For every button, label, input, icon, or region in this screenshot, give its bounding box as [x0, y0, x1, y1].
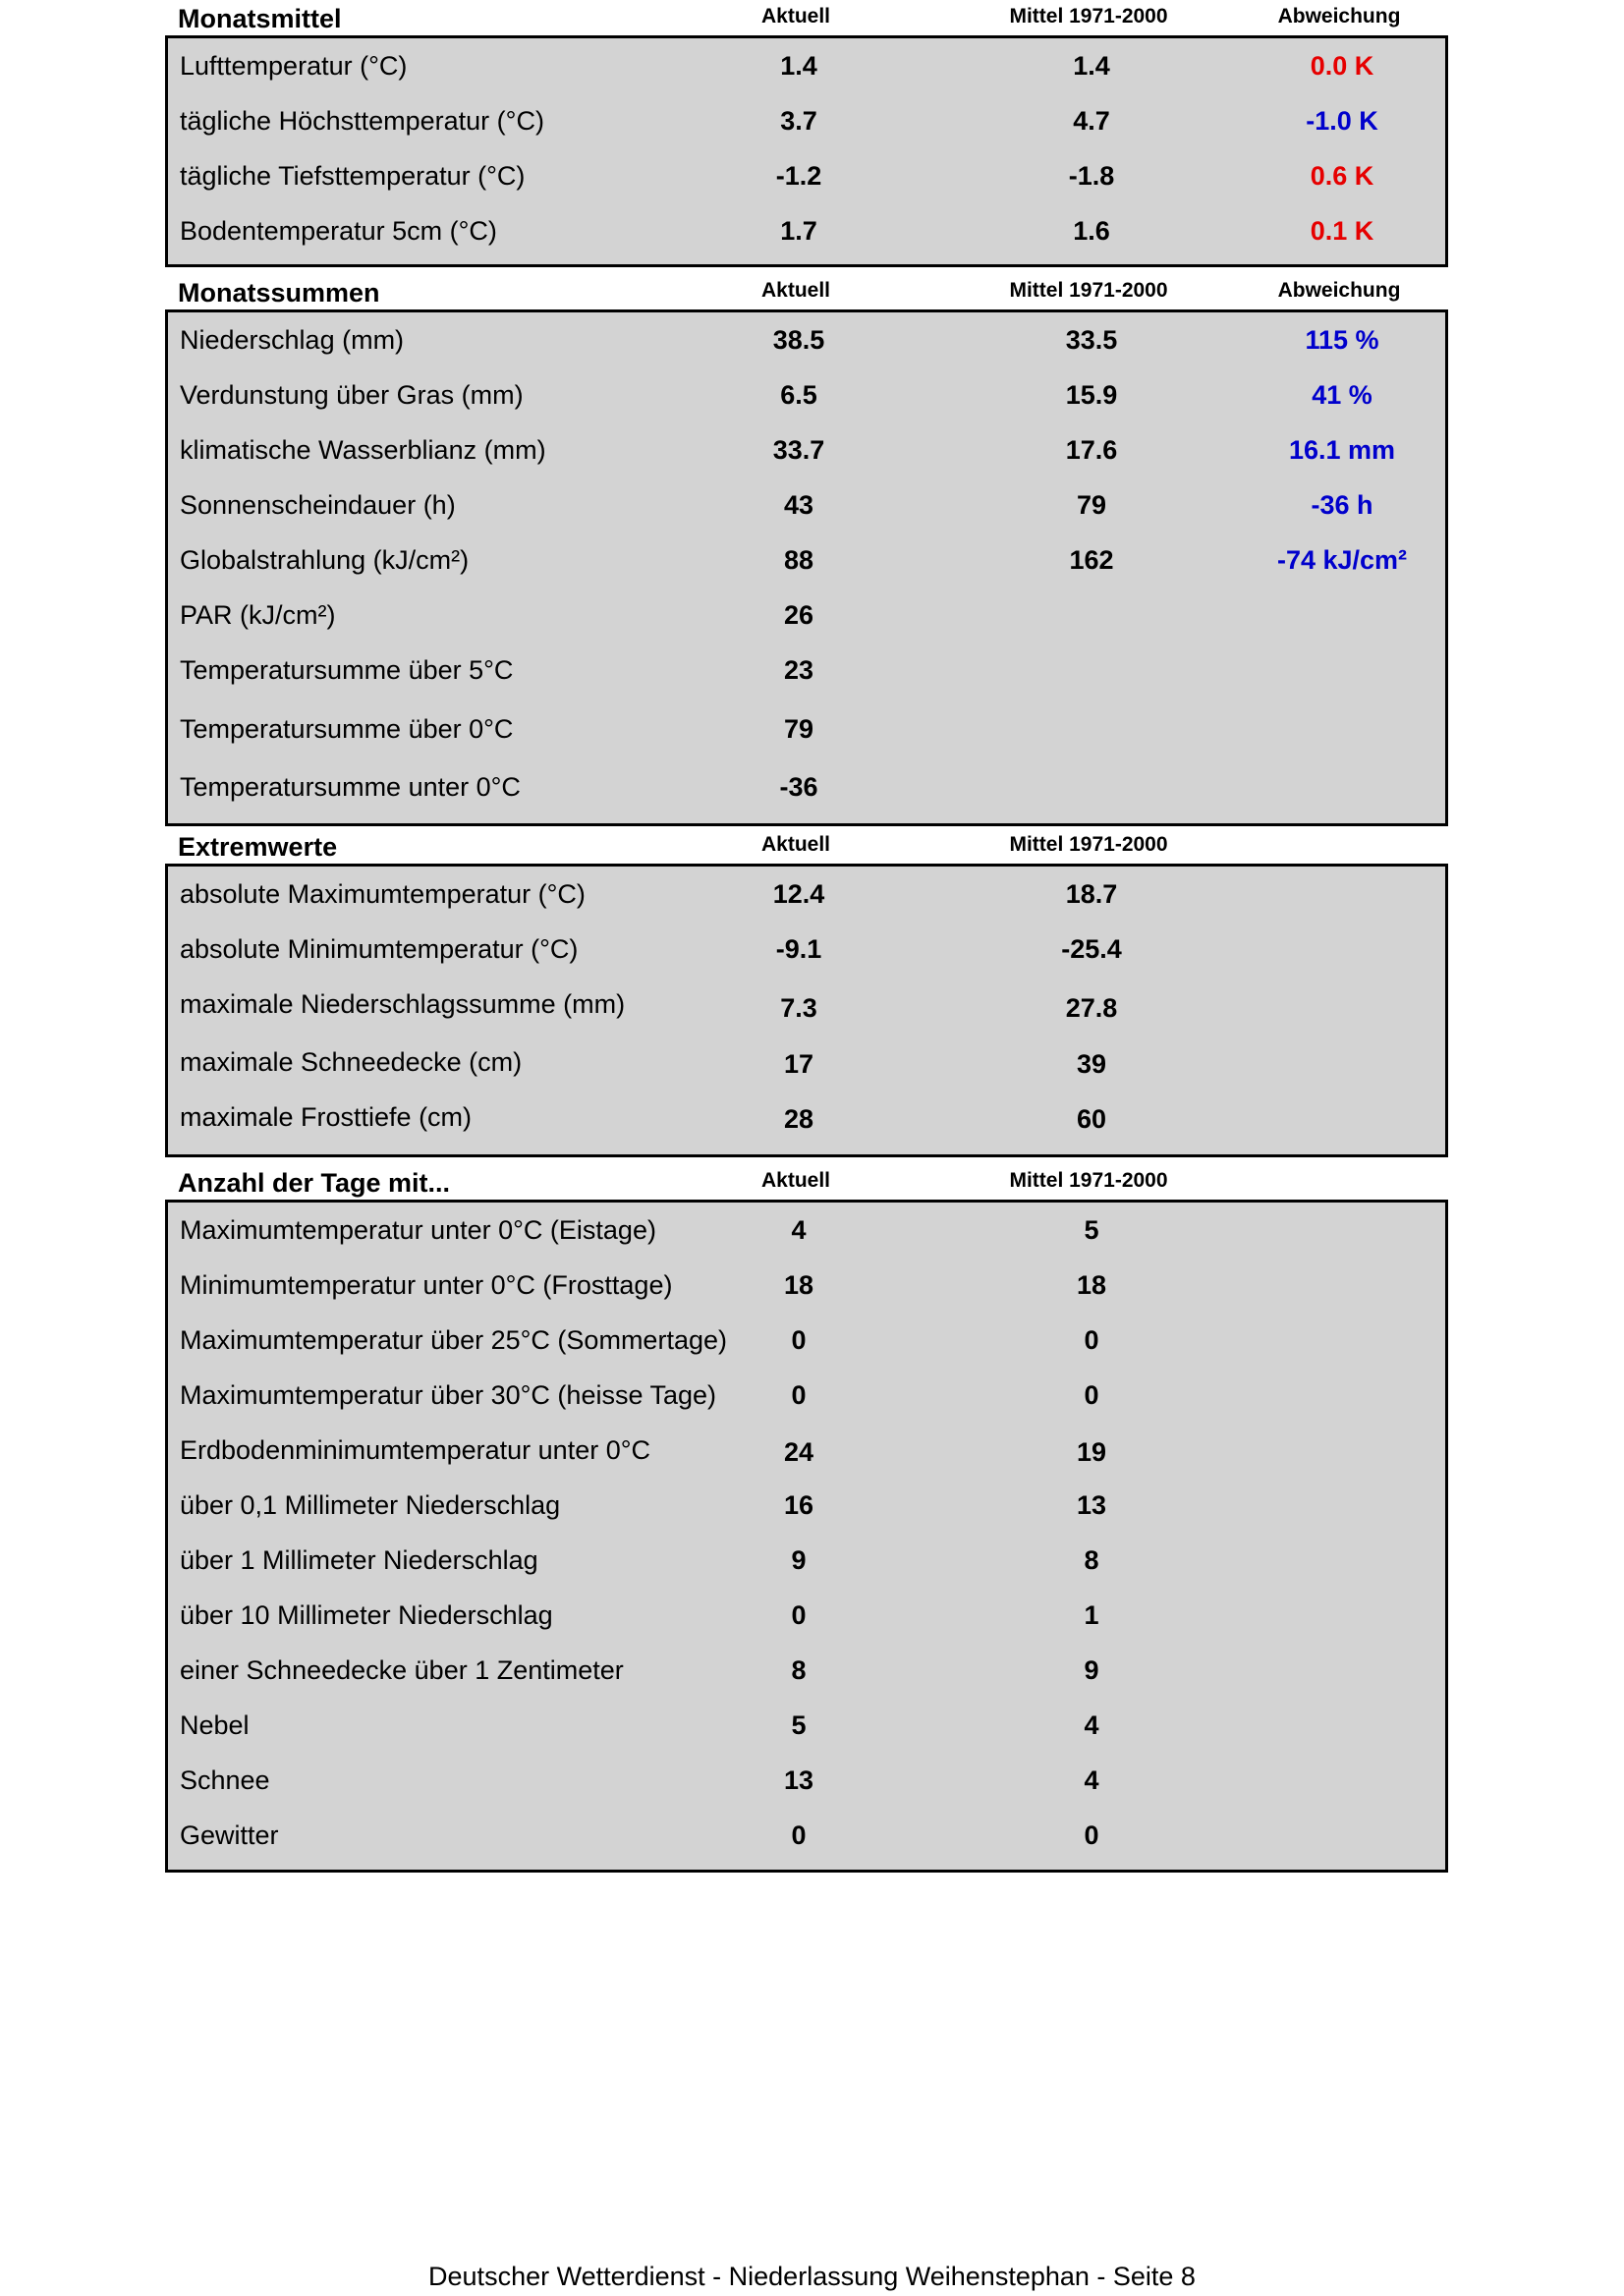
value-mittel: 17.6 — [1065, 435, 1118, 465]
row-label: maximale Schneedecke (cm) — [180, 1047, 523, 1077]
row-label: Maximumtemperatur unter 0°C (Eistage) — [180, 1215, 656, 1245]
value-aktuell: 13 — [783, 1765, 814, 1795]
value-abweichung: -36 h — [1311, 490, 1373, 520]
value-aktuell: 0 — [791, 1325, 807, 1355]
section-anzahl-tage — [165, 1164, 1448, 1873]
value-aktuell: 0 — [791, 1380, 807, 1410]
table-row — [168, 367, 1445, 422]
column-header-mittel: Mittel 1971-2000 — [1009, 833, 1168, 856]
value-mittel: -1.8 — [1068, 161, 1115, 191]
value-aktuell: 79 — [783, 714, 814, 744]
table-row — [168, 203, 1445, 258]
section-header — [165, 0, 1448, 38]
table-row — [168, 1588, 1445, 1643]
value-mittel: -25.4 — [1061, 934, 1122, 964]
value-aktuell: 23 — [783, 655, 814, 685]
value-abweichung: 0.6 K — [1310, 161, 1374, 191]
table-row — [168, 1698, 1445, 1753]
value-aktuell: 7.3 — [780, 993, 817, 1023]
value-abweichung: 0.1 K — [1310, 216, 1374, 246]
value-aktuell: 38.5 — [772, 325, 825, 355]
table-row — [168, 312, 1445, 367]
value-abweichung: 115 % — [1305, 325, 1379, 355]
row-label: über 10 Millimeter Niederschlag — [180, 1600, 553, 1630]
value-aktuell: -1.2 — [775, 161, 822, 191]
column-header-abweichung: Abweichung — [1277, 5, 1401, 28]
row-label: einer Schneedecke über 1 Zentimeter — [180, 1655, 624, 1685]
row-label: Maximumtemperatur über 30°C (heisse Tage) — [180, 1380, 717, 1410]
table-row — [168, 1258, 1445, 1313]
value-aktuell: 16 — [783, 1490, 814, 1520]
value-mittel: 0 — [1084, 1820, 1099, 1850]
table-row — [168, 1035, 1445, 1090]
row-label: Minimumtemperatur unter 0°C (Frosttage) — [180, 1270, 673, 1300]
row-label: tägliche Tiefsttemperatur (°C) — [180, 161, 526, 191]
value-mittel: 60 — [1076, 1104, 1107, 1134]
value-abweichung: 16.1 mm — [1288, 435, 1396, 465]
value-mittel: 18 — [1076, 1270, 1107, 1300]
value-abweichung: 0.0 K — [1310, 51, 1374, 81]
column-header-aktuell: Aktuell — [760, 5, 830, 28]
value-aktuell: 24 — [783, 1437, 814, 1467]
table-row — [168, 1423, 1445, 1478]
row-label: PAR (kJ/cm²) — [180, 600, 336, 630]
row-label: maximale Frosttiefe (cm) — [180, 1102, 473, 1132]
row-label: Temperatursumme über 0°C — [180, 714, 514, 744]
table-row — [168, 1753, 1445, 1808]
row-label: Lufttemperatur (°C) — [180, 51, 408, 81]
table-row — [168, 867, 1445, 922]
value-aktuell: 43 — [783, 490, 814, 520]
table-row — [168, 643, 1445, 698]
table-row — [168, 1313, 1445, 1368]
value-aktuell: 0 — [791, 1600, 807, 1630]
value-mittel: 1.6 — [1073, 216, 1110, 246]
value-mittel: 18.7 — [1065, 879, 1118, 909]
value-mittel: 8 — [1084, 1545, 1099, 1575]
row-label: Globalstrahlung (kJ/cm²) — [180, 545, 470, 575]
value-abweichung: 41 % — [1312, 380, 1372, 410]
column-header-aktuell: Aktuell — [760, 833, 830, 856]
value-aktuell: -36 — [779, 772, 818, 802]
section-box — [165, 867, 1448, 1157]
section-box — [165, 1203, 1448, 1873]
value-mittel: 79 — [1076, 490, 1107, 520]
value-aktuell: 0 — [791, 1820, 807, 1850]
value-aktuell: -9.1 — [775, 934, 822, 964]
section-box — [165, 312, 1448, 826]
section-box — [165, 38, 1448, 267]
row-label: Niederschlag (mm) — [180, 325, 405, 355]
table-row — [168, 1368, 1445, 1423]
table-row — [168, 588, 1445, 643]
value-mittel: 15.9 — [1065, 380, 1118, 410]
value-abweichung: -74 kJ/cm² — [1276, 545, 1408, 575]
table-row — [168, 1643, 1445, 1698]
section-monatsmittel — [165, 0, 1448, 267]
table-row — [168, 532, 1445, 588]
table-row — [168, 698, 1445, 756]
row-label: Temperatursumme über 5°C — [180, 655, 514, 685]
row-label: tägliche Höchsttemperatur (°C) — [180, 106, 544, 136]
row-label: über 1 Millimeter Niederschlag — [180, 1545, 538, 1575]
section-extremwerte — [165, 828, 1448, 1157]
value-mittel: 4 — [1084, 1765, 1099, 1795]
table-row — [168, 148, 1445, 203]
row-label: klimatische Wasserblianz (mm) — [180, 435, 546, 465]
value-aktuell: 6.5 — [780, 380, 817, 410]
row-label: Temperatursumme unter 0°C — [180, 772, 521, 802]
table-row — [168, 977, 1445, 1035]
value-aktuell: 3.7 — [780, 106, 817, 136]
row-label: absolute Minimumtemperatur (°C) — [180, 934, 579, 964]
table-row — [168, 38, 1445, 93]
column-header-aktuell: Aktuell — [760, 279, 830, 302]
page-footer: Deutscher Wetterdienst - Niederlassung Weihenstephan - Seite 8 — [428, 2262, 1196, 2291]
row-label: über 0,1 Millimeter Niederschlag — [180, 1490, 561, 1520]
section-title: Monatssummen — [178, 278, 380, 308]
table-row — [168, 922, 1445, 977]
table-row — [168, 756, 1445, 813]
row-label: Bodentemperatur 5cm (°C) — [180, 216, 497, 246]
value-aktuell: 9 — [791, 1545, 807, 1575]
column-header-abweichung: Abweichung — [1277, 279, 1401, 302]
section-title: Anzahl der Tage mit... — [178, 1168, 451, 1198]
row-label: Schnee — [180, 1765, 270, 1795]
value-mittel: 0 — [1084, 1380, 1099, 1410]
row-label: absolute Maximumtemperatur (°C) — [180, 879, 586, 909]
value-abweichung: -1.0 K — [1306, 106, 1378, 136]
value-mittel: 0 — [1084, 1325, 1099, 1355]
table-row — [168, 1203, 1445, 1258]
section-title: Extremwerte — [178, 832, 338, 862]
value-mittel: 33.5 — [1065, 325, 1118, 355]
row-label: Verdunstung über Gras (mm) — [180, 380, 524, 410]
row-label: Nebel — [180, 1710, 250, 1740]
table-row — [168, 1533, 1445, 1588]
table-row — [168, 93, 1445, 148]
value-mittel: 5 — [1084, 1215, 1099, 1245]
value-mittel: 39 — [1076, 1049, 1107, 1079]
value-aktuell: 12.4 — [772, 879, 825, 909]
column-header-mittel: Mittel 1971-2000 — [1009, 5, 1168, 28]
section-header — [165, 828, 1448, 867]
table-row — [168, 1090, 1445, 1145]
table-row — [168, 422, 1445, 477]
value-aktuell: 5 — [791, 1710, 807, 1740]
value-aktuell: 1.4 — [780, 51, 817, 81]
value-aktuell: 18 — [783, 1270, 814, 1300]
value-mittel: 1 — [1084, 1600, 1099, 1630]
section-title: Monatsmittel — [178, 4, 342, 33]
value-aktuell: 26 — [783, 600, 814, 630]
value-mittel: 162 — [1069, 545, 1114, 575]
table-row — [168, 1808, 1445, 1863]
value-mittel: 13 — [1076, 1490, 1107, 1520]
value-mittel: 1.4 — [1073, 51, 1110, 81]
value-mittel: 4.7 — [1073, 106, 1110, 136]
value-mittel: 9 — [1084, 1655, 1099, 1685]
table-row — [168, 477, 1445, 532]
value-aktuell: 1.7 — [780, 216, 817, 246]
section-monatssummen — [165, 274, 1448, 826]
value-mittel: 4 — [1084, 1710, 1099, 1740]
value-aktuell: 4 — [791, 1215, 807, 1245]
value-aktuell: 17 — [783, 1049, 814, 1079]
column-header-mittel: Mittel 1971-2000 — [1009, 1169, 1168, 1192]
section-header — [165, 274, 1448, 312]
row-label: Sonnenscheindauer (h) — [180, 490, 456, 520]
column-header-aktuell: Aktuell — [760, 1169, 830, 1192]
column-header-mittel: Mittel 1971-2000 — [1009, 279, 1168, 302]
value-aktuell: 28 — [783, 1104, 814, 1134]
value-aktuell: 88 — [783, 545, 814, 575]
value-aktuell: 8 — [791, 1655, 807, 1685]
row-label: maximale Niederschlagssumme (mm) — [180, 989, 626, 1019]
row-label: Gewitter — [180, 1820, 279, 1850]
table-row — [168, 1478, 1445, 1533]
row-label: Maximumtemperatur über 25°C (Sommertage) — [180, 1325, 727, 1355]
row-label: Erdbodenminimumtemperatur unter 0°C — [180, 1435, 651, 1465]
value-mittel: 19 — [1076, 1437, 1107, 1467]
section-header — [165, 1164, 1448, 1203]
value-mittel: 27.8 — [1065, 993, 1118, 1023]
value-aktuell: 33.7 — [772, 435, 825, 465]
